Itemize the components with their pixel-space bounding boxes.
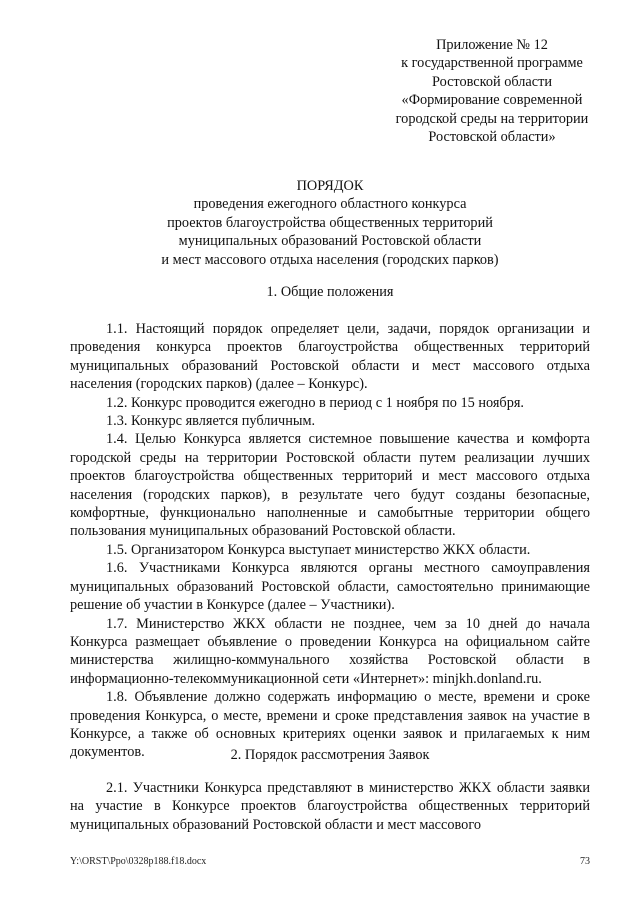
appendix-line: Ростовской области [431, 73, 553, 90]
paragraph: 1.2. Конкурс проводится ежегодно в период с 1 ноября по 15 ноября. [106, 394, 525, 411]
title-line: проведения ежегодного областного конкурса [193, 196, 467, 213]
title-line: муниципальных образований Ростовской области [178, 233, 482, 250]
paragraph: 1.8. Объявление должно содержать информацию о месте, времени и сроке проведения Конкурса, о месте, времени и сроке представления заявок на участие в Конкурсе, а также об основных критериях оценки заявок и прилагаемых к ним документов. [70, 689, 590, 761]
appendix-line: «Формирование современной [401, 92, 583, 109]
paragraph: 1.4. Целью Конкурса является системное повышение качества и комфорта городской среды на территории Ростовской области путем реализации лучших проектов благоустройства общественных территорий и мест массового отдыха населения (городских парков), в результате чего будут созданы безопасные, комфортные, функционально наполненные и самобытные территории общего пользования муниципальных образований Ростовской области. [70, 431, 590, 540]
appendix-line: Ростовской области» [428, 129, 556, 146]
appendix-header [372, 36, 612, 146]
title-line: и мест массового отдыха населения (городских парков) [161, 251, 499, 268]
appendix-line: к государственной программе [401, 55, 583, 72]
title-heading: ПОРЯДОК [296, 178, 364, 194]
paragraph: 2.1. Участники Конкурса представляют в министерство ЖКХ области заявки на участие в Конкурсе проектов благоустройства общественных территорий муниципальных образований Ростовской области и мест массового [70, 780, 590, 833]
footer-page-number: 73 [580, 856, 590, 867]
paragraph: 1.7. Министерство ЖКХ области не позднее, чем за 10 дней до начала Конкурса размещает объявление о проведении Конкурса на официальном сайте министерства жилищно-коммунального хозяйства Ростовской области в информационно-телекоммуникационной сети «Интернет»: minjkh.donland.ru. [70, 615, 590, 687]
section-heading: 2. Порядок рассмотрения Заявок [230, 747, 430, 763]
section-body [70, 779, 590, 834]
paragraph: 1.6. Участниками Конкурса являются органы местного самоуправления муниципальных образований Ростовской области, самостоятельно принимающие решение об участии в Конкурсе (далее – Участники). [70, 560, 590, 614]
paragraph: 1.5. Организатором Конкурса выступает министерство ЖКХ области. [106, 541, 531, 558]
footer-file-path: Y:\ORST\Ppo\0328p188.f18.docx [70, 856, 207, 867]
title-line: проектов благоустройства общественных территорий [167, 214, 493, 231]
appendix-line: городской среды на территории [395, 110, 589, 127]
section-heading: 1. Общие положения [266, 284, 394, 300]
appendix-line: Приложение № 12 [436, 37, 548, 53]
section-body [70, 320, 590, 762]
document-title [70, 177, 590, 269]
paragraph: 1.3. Конкурс является публичным. [106, 413, 316, 430]
paragraph: 1.1. Настоящий порядок определяет цели, задачи, порядок организации и проведения конкурса проектов благоустройства общественных территорий муниципальных образований Ростовской области и мест массового отдыха населения (городских парков) (далее – Конкурс). [70, 321, 590, 393]
